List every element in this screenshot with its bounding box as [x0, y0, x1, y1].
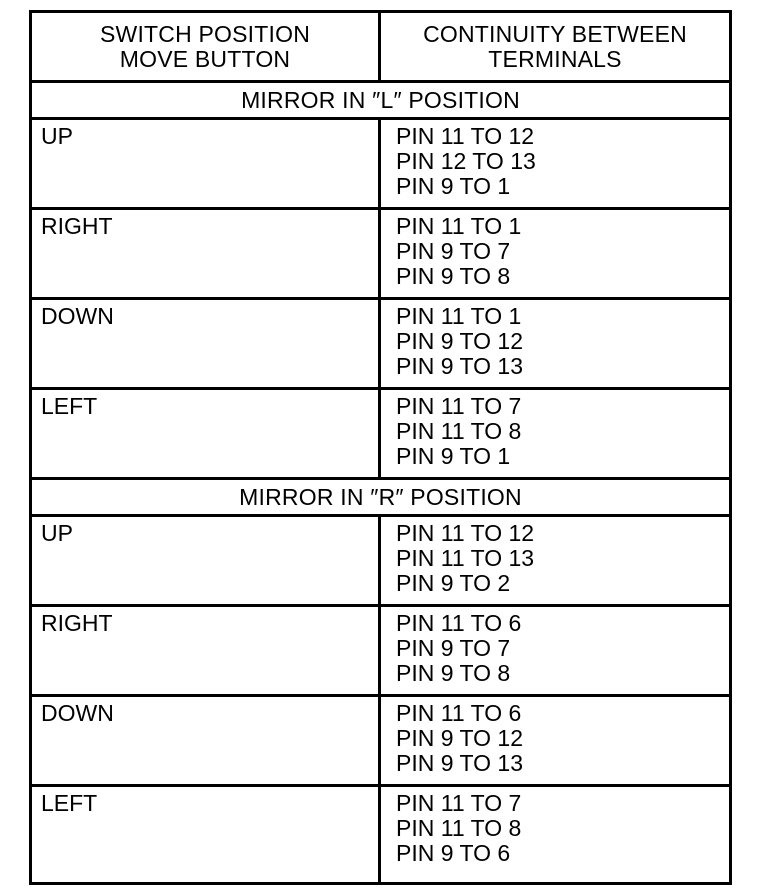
- table-row: [32, 607, 729, 697]
- table-header: [32, 13, 729, 83]
- header-continuity: [378, 13, 729, 80]
- pin-item: PIN 9 TO 8: [396, 660, 511, 686]
- pin-item: PIN 11 TO 7: [396, 393, 522, 419]
- header-continuity-line1: CONTINUITY BETWEEN: [423, 20, 687, 47]
- header-switch-position-line2: MOVE BUTTON: [119, 45, 291, 72]
- table-row: [32, 210, 729, 300]
- pin-item: PIN 9 TO 7: [396, 635, 511, 661]
- section-title-l: [32, 83, 729, 120]
- switch-position-cell: DOWN: [41, 303, 114, 329]
- continuity-cell: [378, 787, 729, 882]
- pin-item: PIN 9 TO 13: [396, 750, 523, 776]
- continuity-cell: [378, 300, 729, 387]
- pin-item: PIN 12 TO 13: [396, 148, 536, 174]
- pin-item: PIN 9 TO 8: [396, 263, 511, 289]
- switch-position-cell: LEFT: [41, 393, 98, 419]
- pin-item: PIN 11 TO 7: [396, 790, 522, 816]
- switch-position-cell: UP: [41, 123, 73, 149]
- pin-item: PIN 9 TO 12: [396, 725, 523, 751]
- pin-item: PIN 9 TO 2: [396, 570, 511, 596]
- pin-item: PIN 9 TO 7: [396, 238, 511, 264]
- pin-item: PIN 11 TO 12: [396, 520, 535, 546]
- table-row: [32, 517, 729, 607]
- pin-item: PIN 9 TO 6: [396, 840, 511, 866]
- header-continuity-line2: TERMINALS: [488, 45, 622, 72]
- pin-item: PIN 11 TO 8: [396, 815, 522, 841]
- table-row: [32, 390, 729, 480]
- header-switch-position-line1: SWITCH POSITION: [100, 20, 310, 47]
- continuity-cell: [378, 390, 729, 477]
- pin-item: PIN 11 TO 13: [396, 545, 535, 571]
- pin-item: PIN 9 TO 13: [396, 353, 523, 379]
- continuity-cell: [378, 210, 729, 297]
- table-row: [32, 300, 729, 390]
- switch-position-cell: DOWN: [41, 700, 114, 726]
- continuity-cell: [378, 607, 729, 694]
- pin-item: PIN 11 TO 6: [396, 610, 522, 636]
- pin-item: PIN 9 TO 1: [396, 173, 511, 199]
- switch-position-cell: RIGHT: [41, 610, 113, 636]
- continuity-cell: [378, 697, 729, 784]
- pin-item: PIN 11 TO 12: [396, 123, 535, 149]
- section-title-r-text: MIRROR IN ″R″ POSITION: [239, 483, 522, 510]
- continuity-cell: [378, 517, 729, 604]
- table-row: [32, 120, 729, 210]
- switch-position-cell: RIGHT: [41, 213, 113, 239]
- header-switch-position: [32, 13, 378, 80]
- continuity-table: [29, 10, 732, 885]
- table-row: [32, 787, 729, 882]
- switch-position-cell: LEFT: [41, 790, 98, 816]
- table-row: [32, 697, 729, 787]
- pin-item: PIN 9 TO 12: [396, 328, 523, 354]
- pin-item: PIN 11 TO 6: [396, 700, 522, 726]
- pin-item: PIN 11 TO 8: [396, 418, 522, 444]
- pin-item: PIN 11 TO 1: [396, 213, 522, 239]
- section-title-r: [32, 480, 729, 517]
- pin-item: PIN 9 TO 1: [396, 443, 511, 469]
- continuity-cell: [378, 120, 729, 207]
- switch-position-cell: UP: [41, 520, 73, 546]
- pin-item: PIN 11 TO 1: [396, 303, 522, 329]
- section-title-l-text: MIRROR IN ″L″ POSITION: [241, 86, 520, 113]
